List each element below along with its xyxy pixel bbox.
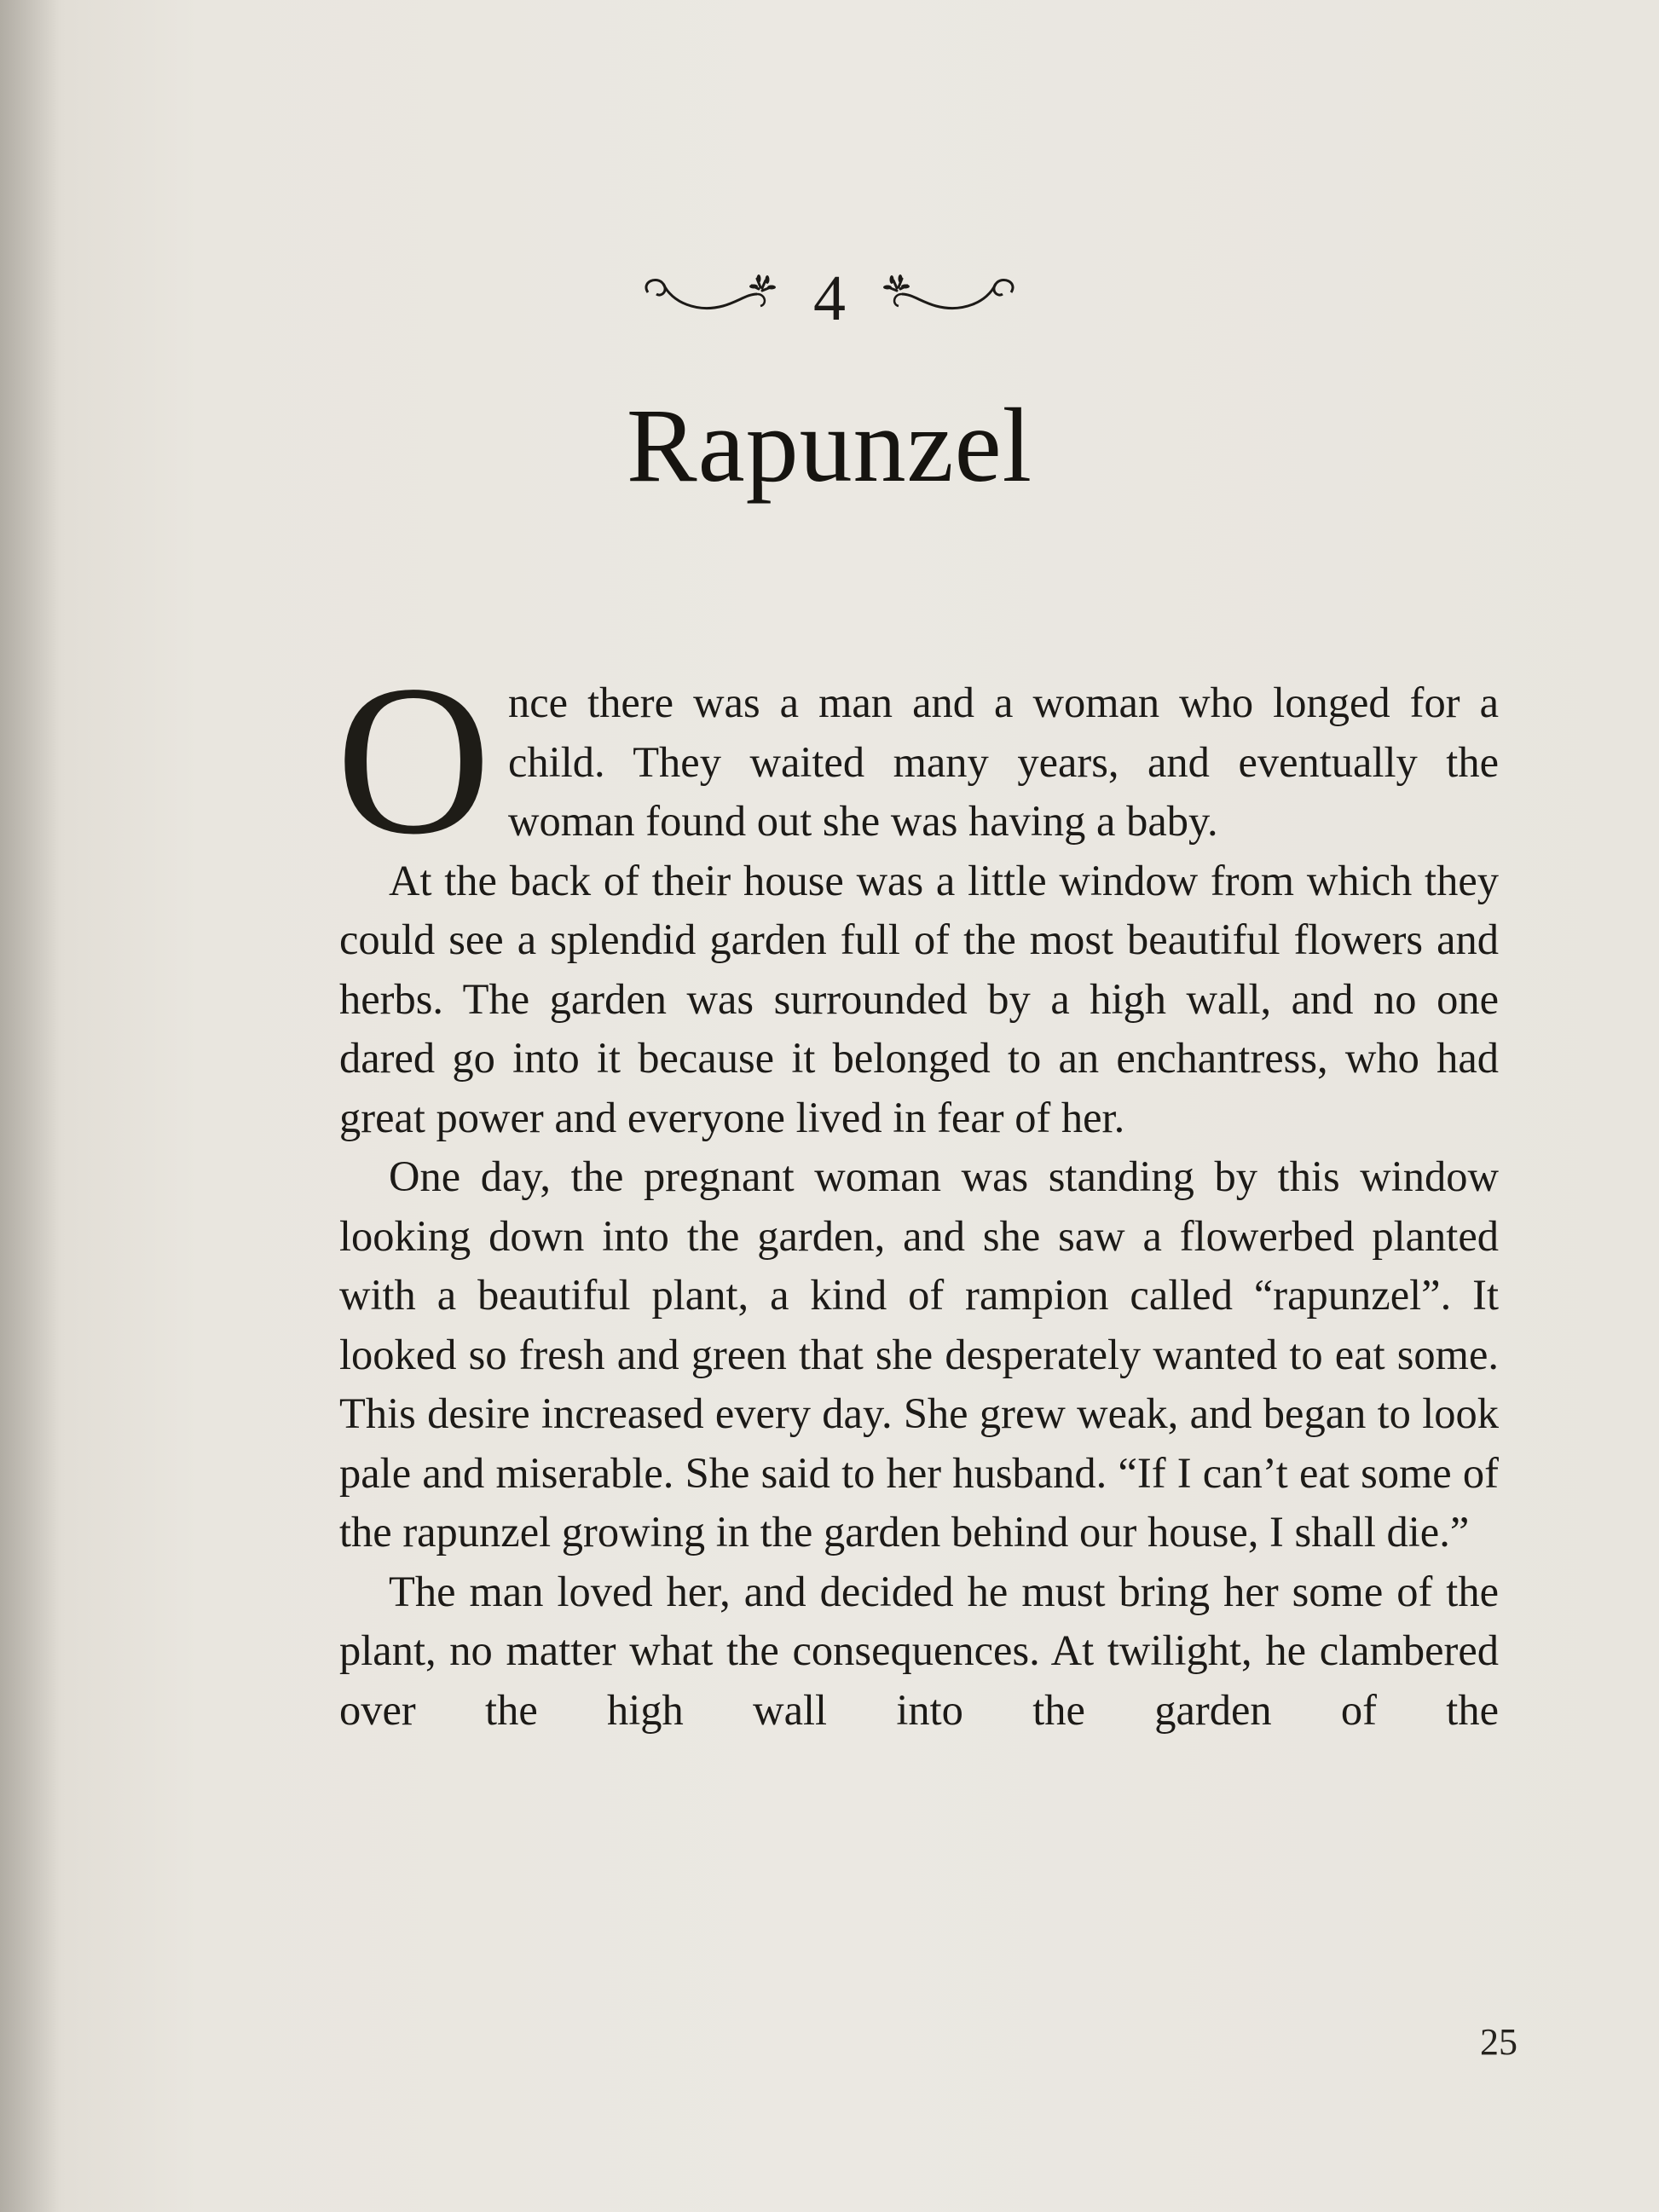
paragraph-1-text: nce there was a man and a woman who longed for a child. They waited many years, and eventually the woman found out she was having a baby. bbox=[508, 679, 1499, 845]
flourish-right-icon bbox=[876, 269, 1021, 328]
chapter-number: 4 bbox=[813, 263, 846, 334]
story-body bbox=[336, 640, 1499, 1740]
drop-cap: O bbox=[336, 640, 491, 879]
flourish-left-icon bbox=[638, 269, 783, 328]
paragraph-3: One day, the pregnant woman was standing by this window looking down into the garden, and she saw a flowerbed planted with a beautiful plant, a kind of rampion called “rapunzel”. It looked so fresh and green that she desperately wanted to eat some. This desire increased every day. She grew weak, and began to look pale and miserable. She said to her husband. “If I can’t eat some of the rapunzel growing in the garden behind our house, I shall die.” bbox=[339, 1152, 1499, 1556]
chapter-title: Rapunzel bbox=[626, 387, 1033, 504]
paragraph-1 bbox=[336, 640, 1499, 879]
paragraph-4: The man loved her, and decided he must bring her some of the plant, no matter what the consequences. At twilight, he clambered over the high wall into the garden of the bbox=[339, 1567, 1499, 1734]
chapter-heading bbox=[0, 247, 1659, 349]
page-number: 25 bbox=[1480, 2021, 1517, 2063]
paragraph-2: At the back of their house was a little window from which they could see a splendid garden full of the most beautiful flowers and herbs. The garden was surrounded by a high wall, and no one dared go into it because it belonged to an enchantress, who had great power and everyone lived in fear of her. bbox=[339, 856, 1499, 1141]
